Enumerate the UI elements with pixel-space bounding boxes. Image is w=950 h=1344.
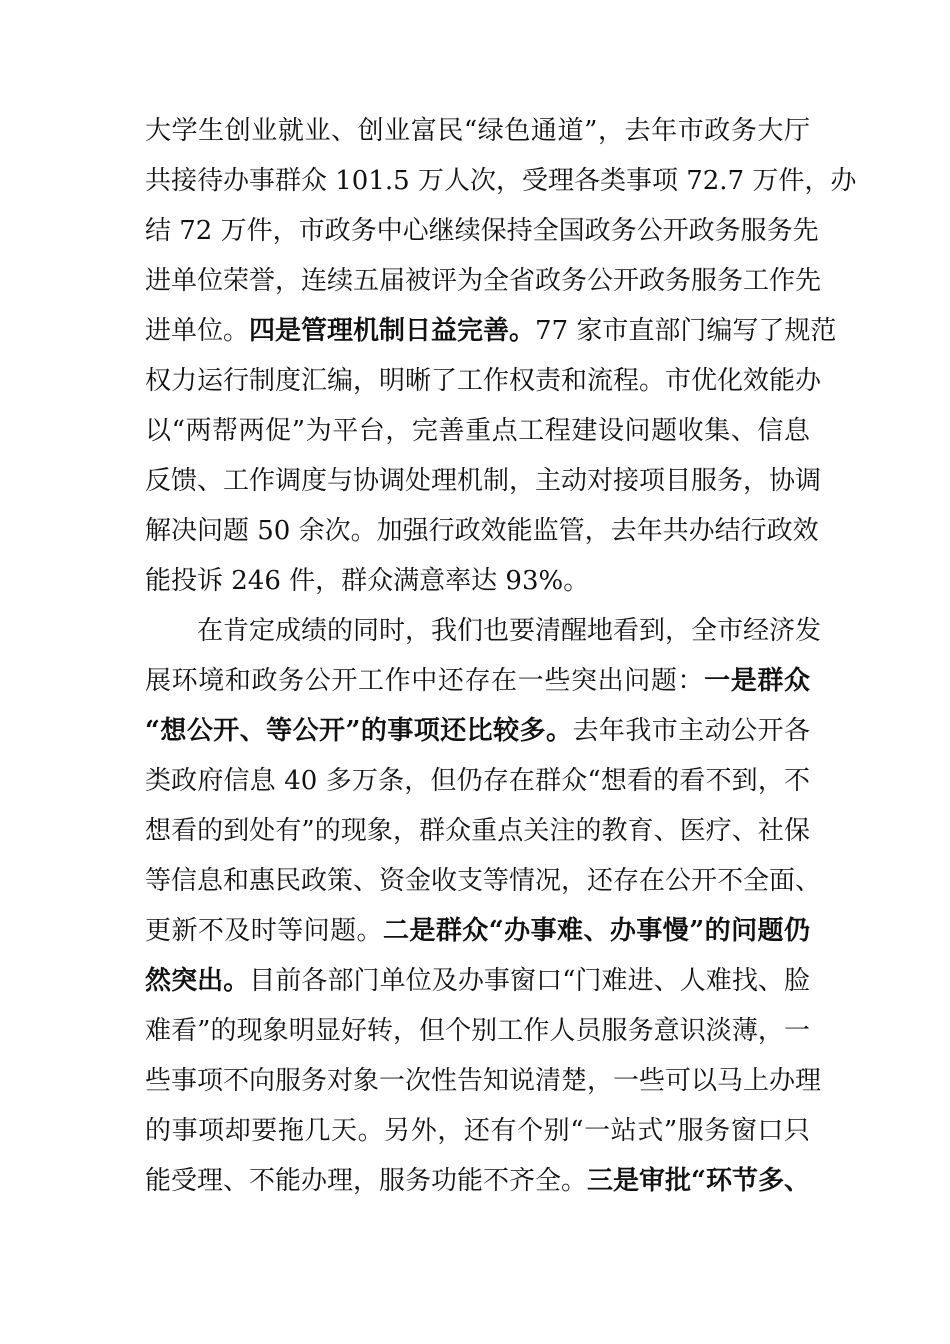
text-line [145,506,819,556]
emphasis-text: “想公开、等公开”的事项还比较多。 [145,716,573,746]
text-run: 等信息和惠民政策、资金收支等情况，还存在公开不全面、 [145,866,822,896]
text-line [145,906,810,956]
text-run: 去年我市主动公开各 [572,716,810,746]
text-line [145,806,810,856]
text-run: 权力运行制度汇编，明晰了工作权责和流程。市优化效能办 [145,366,822,396]
text-line [145,106,810,156]
text-run: 目前各部门单位及办事窗口“门难进、人难找、脸 [249,966,810,996]
emphasis-text: 四是管理机制日益完善。 [249,316,536,346]
text-line [145,256,822,306]
text-run: 想看的到处有”的现象，群众重点关注的教育、医疗、社保 [145,816,810,846]
text-line [145,456,822,506]
body-text [145,106,857,1206]
paragraph [145,106,857,606]
text-run: 大学生创业就业、创业富民“绿色通道”，去年市政务大厅 [145,116,810,146]
text-line [145,556,810,606]
text-line [145,606,822,656]
text-run: 更新不及时等问题。 [145,916,383,946]
text-run: 反馈、工作调度与协调处理机制，主动对接项目服务，协调 [145,466,822,496]
text-run: 能受理、不能办理，服务功能不齐全。 [145,1166,588,1196]
text-run: 难看”的现象明显好转，但个别工作人员服务意识淡薄，一 [145,1016,810,1046]
emphasis-text: 然突出。 [145,966,250,996]
text-run: 的事项却要拖几天。另外，还有个别“一站式”服务窗口只 [145,1116,810,1146]
text-line [145,1006,810,1056]
text-line [145,756,810,806]
text-run: 进单位。 [145,316,250,346]
text-line [145,406,810,456]
text-run: 解决问题 50 余次。加强行政效能监管，去年共办结行政效 [145,516,819,546]
text-run: 进单位荣誉，连续五届被评为全省政务公开政务服务工作先 [145,266,822,296]
text-line [145,306,837,356]
text-line [145,856,822,906]
text-line [145,656,810,706]
text-line [145,356,822,406]
text-run: 展环境和政务公开工作中还存在一些突出问题： [145,666,705,696]
text-line [145,1056,822,1106]
text-run: 结 72 万件，市政务中心继续保持全国政务公开政务服务先 [145,216,819,246]
text-run: 在肯定成绩的同时，我们也要清醒地看到，全市经济发 [145,616,822,646]
text-run: 能投诉 246 件，群众满意率达 93%。 [145,566,590,596]
emphasis-text: 三是审批“环节多、 [587,1166,810,1196]
text-run: 77 家市直部门编写了规范 [535,316,837,346]
text-line [145,156,857,206]
text-line [145,956,810,1006]
text-run: 些事项不向服务对象一次性告知说清楚，一些可以马上办理 [145,1066,822,1096]
text-run: 以“两帮两促”为平台，完善重点工程建设问题收集、信息 [145,416,810,446]
emphasis-text: 一是群众 [704,666,810,696]
paragraph [145,606,822,1206]
emphasis-text: 二是群众“办事难、办事慢”的问题仍 [382,916,810,946]
text-line [145,1156,810,1206]
text-line [145,1106,810,1156]
text-run: 类政府信息 40 多万条，但仍存在群众“想看的看不到，不 [145,766,810,796]
text-line [145,206,819,256]
text-run: 共接待办事群众 101.5 万人次，受理各类事项 72.7 万件，办 [145,166,857,196]
text-line [145,706,810,756]
